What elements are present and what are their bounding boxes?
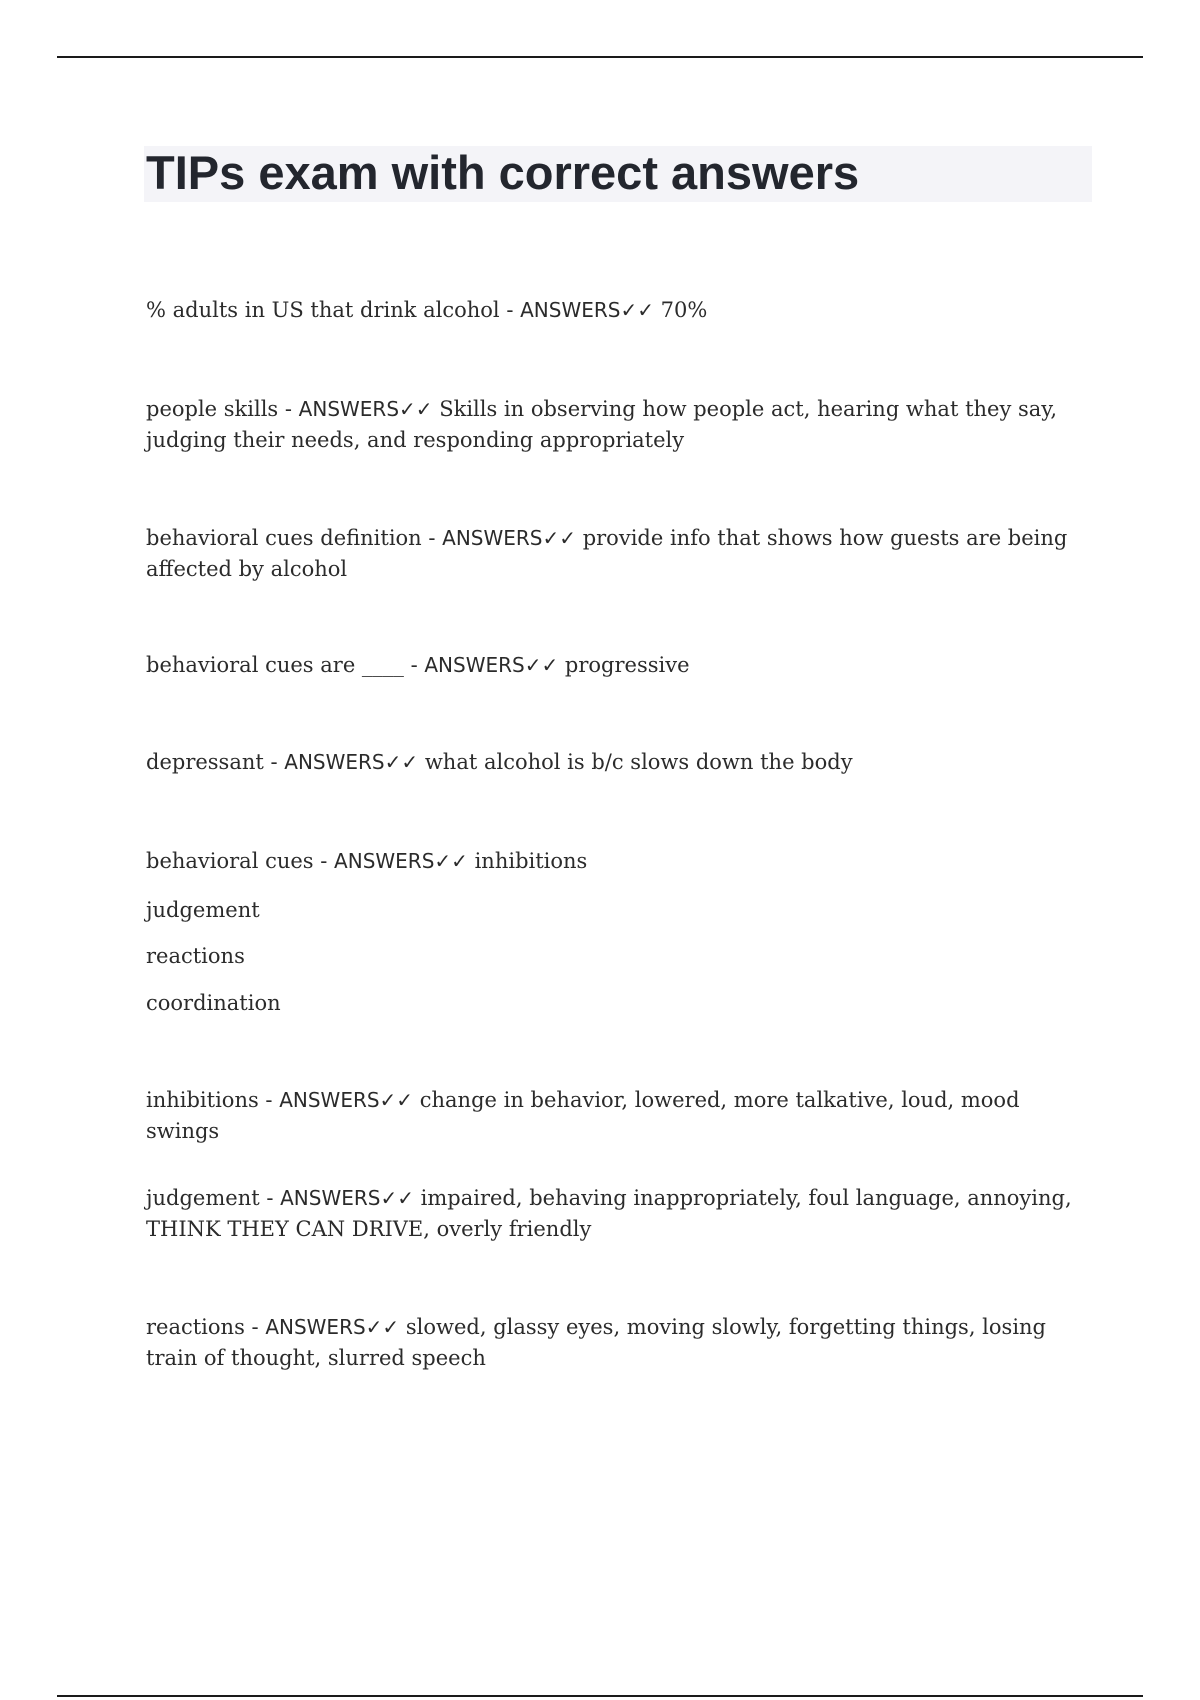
qa-term: people skills	[146, 397, 279, 421]
qa-entry: judgement - ANSWERS✓✓ impaired, behaving inappropriately, foul language, annoying, THINK THEY CAN DRIVE, overly friendly	[146, 1186, 1072, 1241]
qa-term: behavioral cues are ____	[146, 653, 404, 677]
bottom-rule	[57, 1695, 1143, 1697]
qa-answer: progressive	[564, 653, 690, 677]
answer-marker: ANSWERS✓✓	[424, 653, 559, 677]
answer-marker: ANSWERS✓✓	[334, 849, 468, 873]
answer-marker: ANSWERS✓✓	[442, 526, 577, 550]
qa-answer: 70%	[660, 298, 708, 322]
qa-entry: behavioral cues definition - ANSWERS✓✓ provide info that shows how guests are being affected by alcohol	[146, 526, 1068, 581]
answer-marker: ANSWERS✓✓	[284, 750, 419, 774]
qa-entry: inhibitions - ANSWERS✓✓ change in behavior, lowered, more talkative, loud, mood swings	[146, 1088, 1020, 1143]
qa-term: inhibitions	[146, 1088, 259, 1112]
answer-marker: ANSWERS✓✓	[265, 1315, 400, 1339]
qa-term: % adults in US that drink alcohol	[146, 298, 500, 322]
top-rule	[57, 56, 1143, 58]
qa-entry: people skills - ANSWERS✓✓ Skills in observing how people act, hearing what they say, judging their needs, and responding appropriately	[146, 397, 1058, 452]
qa-answer: change in behavior, lowered, more talkative, loud, mood swings	[146, 1088, 1020, 1143]
qa-answer: what alcohol is b/c slows down the body	[424, 750, 853, 774]
qa-answer: slowed, glassy eyes, moving slowly, forgetting things, losing train of thought, slurred speech	[146, 1315, 1047, 1370]
qa-answer: impaired, behaving inappropriately, foul language, annoying, THINK THEY CAN DRIVE, overly friendly	[146, 1186, 1072, 1241]
qa-answer: Skills in observing how people act, hearing what they say, judging their needs, and responding appropriately	[146, 397, 1058, 452]
page-title: TIPs exam with correct answers	[146, 146, 860, 199]
qa-answer: inhibitions	[474, 849, 588, 873]
qa-entry: reactions - ANSWERS✓✓ slowed, glassy eyes, moving slowly, forgetting things, losing train of thought, slurred speech	[146, 1315, 1047, 1370]
qa-term: depressant	[146, 750, 264, 774]
answer-marker: ANSWERS✓✓	[298, 397, 433, 421]
answer-marker: ANSWERS✓✓	[279, 1088, 414, 1112]
qa-term: behavioral cues	[146, 849, 314, 873]
qa-continuation-line: judgement	[146, 898, 260, 922]
qa-entry: behavioral cues are ____ - ANSWERS✓✓ progressive	[146, 653, 690, 677]
qa-answer: provide info that shows how guests are being affected by alcohol	[146, 526, 1068, 581]
qa-term: judgement	[146, 1186, 260, 1210]
qa-continuation-line: reactions	[146, 944, 245, 968]
qa-term: reactions	[146, 1315, 245, 1339]
qa-entry: behavioral cues - ANSWERS✓✓ inhibitions	[146, 849, 588, 873]
qa-entry: % adults in US that drink alcohol - ANSWERS✓✓ 70%	[146, 298, 708, 322]
qa-term: behavioral cues definition	[146, 526, 422, 550]
answer-marker: ANSWERS✓✓	[280, 1186, 414, 1210]
answer-marker: ANSWERS✓✓	[520, 298, 654, 322]
qa-entry: depressant - ANSWERS✓✓ what alcohol is b/c slows down the body	[146, 750, 853, 774]
qa-continuation-line: coordination	[146, 991, 281, 1015]
